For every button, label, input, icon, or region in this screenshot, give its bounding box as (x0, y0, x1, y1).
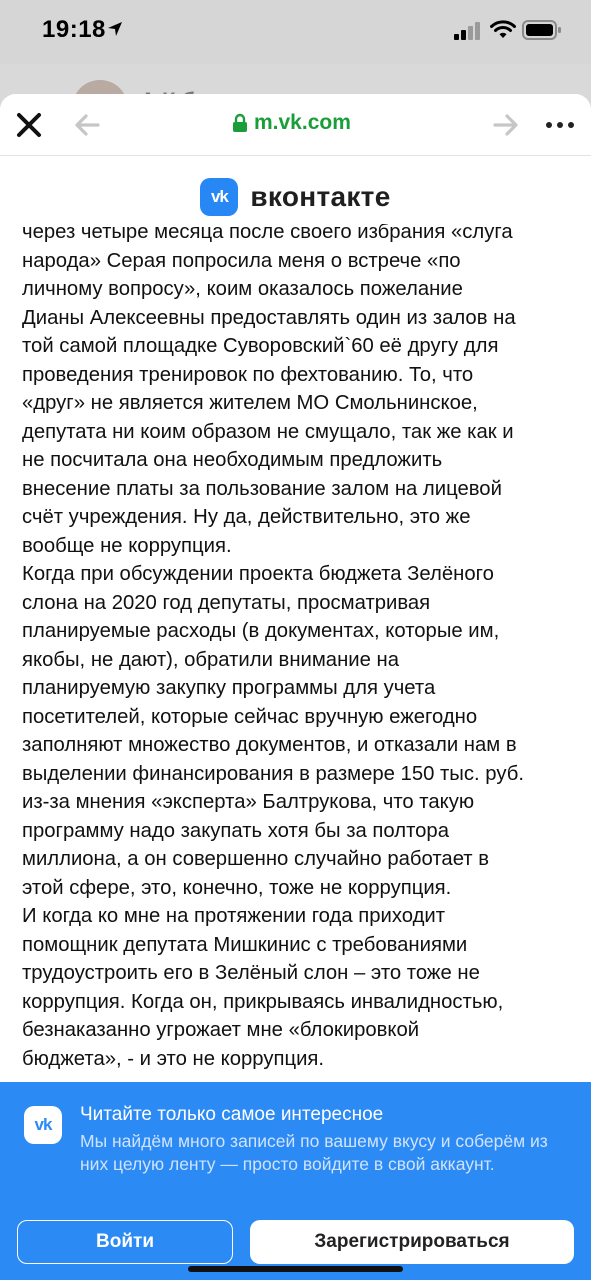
url-bar[interactable] (232, 111, 351, 135)
promo-banner (0, 1082, 591, 1280)
home-indicator (188, 1266, 403, 1272)
close-icon[interactable] (14, 110, 44, 140)
cellular-signal-icon (454, 22, 482, 40)
vk-logo[interactable]: vk (200, 178, 238, 216)
login-button[interactable]: Войти (17, 1220, 233, 1264)
forward-arrow-icon[interactable] (493, 113, 519, 137)
back-arrow-icon[interactable] (74, 113, 100, 137)
register-button[interactable]: Зарегистрироваться (250, 1220, 574, 1264)
more-icon[interactable] (546, 122, 574, 128)
battery-icon (522, 20, 562, 40)
post-text (22, 224, 574, 1079)
vk-wordmark: вконтакте (250, 181, 391, 212)
url-text: m.vk.com (254, 111, 351, 134)
status-bar (0, 0, 591, 64)
article-body: через четыре месяца после своего избрания «слуга народа» Серая попросила меня о встрече «по личному вопросу», коим оказалось пожелание Дианы Алексеевны предоставлять один из залов на той самой площадке Суворовский`60 её другу для проведения тренировок по фехтованию. То, что «друг» не является жителем МО Смольнинское, депутата ни коим образом не смущало, так же как и не посчитала она необходимым предложить внесение платы за пользование залом на лицевой счёт учреждения. Ну да, действительно, это же вообще не коррупция. Когда при обсуждении проекта бюджета Зелёного слона на 2020 год депутаты, просматривая планируемые расходы (в документах, которые им, якобы, не дают), обратили внимание на планируемую закупку программы для учета посетителей, которые сейчас вручную ежегодно заполняют множество документов, и отказали нам в выделении финансирования в размере 150 тыс. руб. из-за мнения «эксперта» Балтрукова, что такую программу надо закупать хотя бы за полтора миллиона, а он совершенно случайно работает в этой сфере, это, конечно, тоже не коррупция. И когда ко мне на протяжении года приходит помощник депутата Мишкинис с требованиями трудоустроить его в Зелёный слон – это тоже не коррупция. Когда он, прикрываясь инвалидностью, безнаказанно угрожает мне «блокировкой бюджета», - и это не коррупция. (22, 224, 524, 1070)
promo-title: Читайте только самое интересное (80, 1104, 384, 1125)
promo-vk-logo: vk (24, 1106, 62, 1144)
wifi-icon (490, 20, 516, 40)
vk-header (0, 176, 591, 218)
promo-description: Мы найдём много записей по вашему вкусу и соберём из них целую ленту — просто войдите в свой аккаунт. (80, 1131, 548, 1174)
status-time: 19:18 (42, 16, 106, 43)
browser-nav-bar (0, 94, 591, 156)
lock-icon (232, 113, 248, 133)
location-arrow-icon (106, 20, 124, 38)
